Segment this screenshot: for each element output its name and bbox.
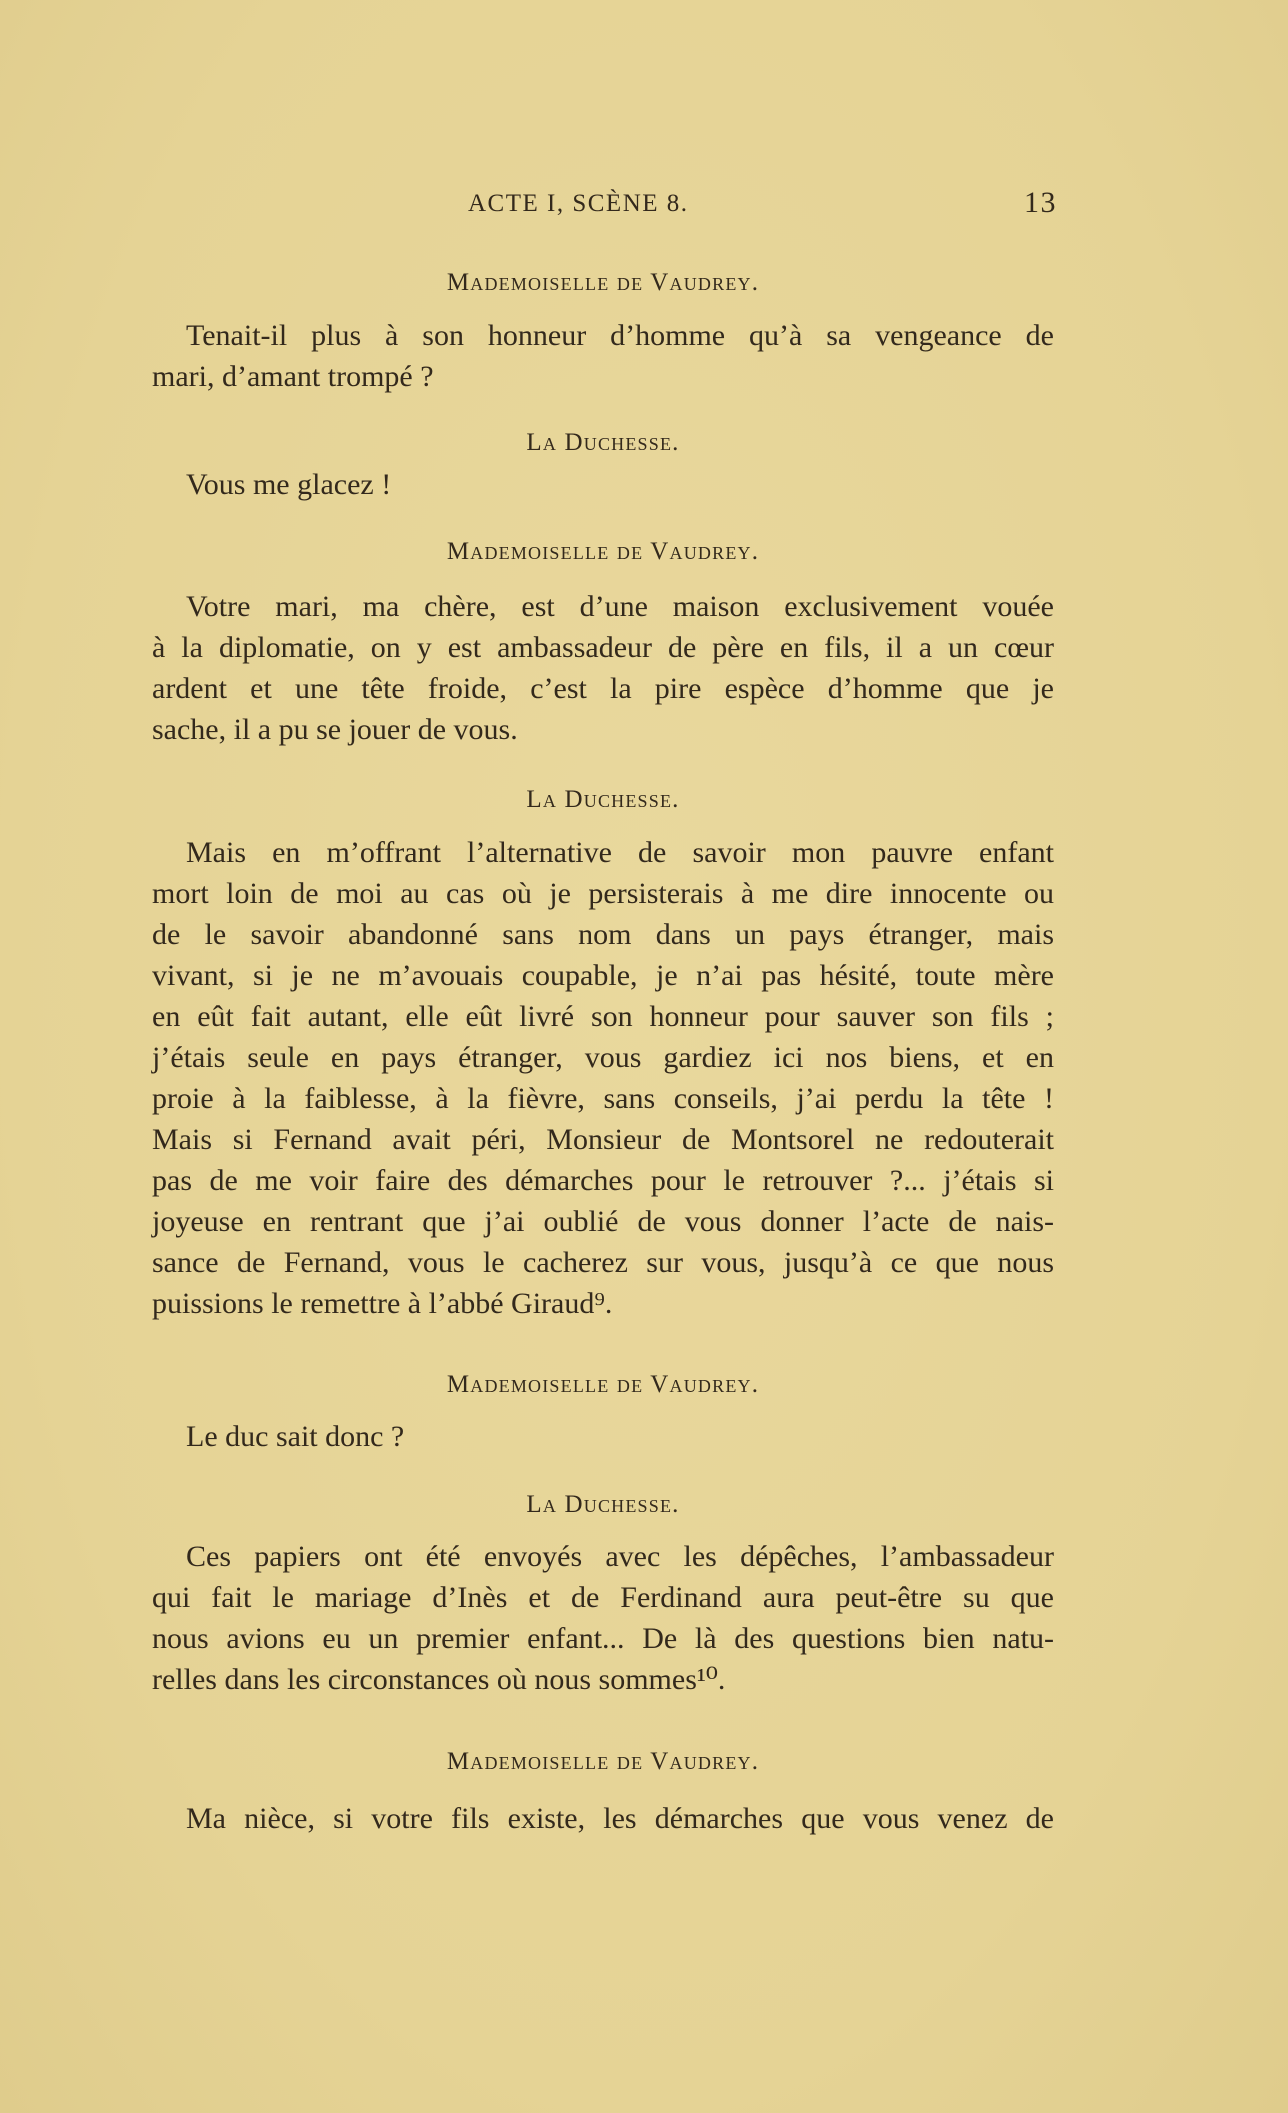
- text-line: Mais en m’offrant l’alternative de savoir mon pauvre enfant: [186, 836, 1054, 869]
- text-line: Tenait-il plus à son honneur d’homme qu’à sa vengeance de: [186, 319, 1054, 352]
- dialogue-paragraph: [152, 464, 1054, 505]
- speaker-name: Mademoiselle de Vaudrey.: [446, 1371, 760, 1398]
- dialogue-paragraph: [152, 832, 1054, 1324]
- text-line: Ces papiers ont été envoyés avec les dépêches, l’ambassadeur: [186, 1540, 1054, 1573]
- text-line: j’étais seule en pays étranger, vous gardiez ici nos biens, et en: [152, 1041, 1054, 1074]
- text-line: qui fait le mariage d’Inès et de Ferdinand aura peut-être su que: [152, 1581, 1054, 1614]
- dialogue-paragraph: [152, 1798, 1054, 1839]
- text-line: vivant, si je ne m’avouais coupable, je n’ai pas hésité, toute mère: [152, 959, 1054, 992]
- dialogue-paragraph: [152, 1536, 1054, 1700]
- speaker-name: La Duchesse.: [526, 1491, 680, 1518]
- text-line: nous avions eu un premier enfant... De là des questions bien natu-: [152, 1622, 1054, 1655]
- text-line: Votre mari, ma chère, est d’une maison exclusivement vouée: [186, 590, 1054, 623]
- text-line: Le duc sait donc ?: [186, 1420, 405, 1453]
- text-line: Mais si Fernand avait péri, Monsieur de Montsorel ne redouterait: [152, 1123, 1054, 1156]
- dialogue-paragraph: [152, 586, 1054, 750]
- running-head: ACTE I, SCÈNE 8.: [468, 190, 689, 217]
- text-line: Vous me glacez !: [186, 468, 392, 501]
- speaker-name: Mademoiselle de Vaudrey.: [446, 1748, 760, 1775]
- text-line: pas de me voir faire des démarches pour le retrouver ?... j’étais si: [152, 1164, 1054, 1197]
- text-line: joyeuse en rentrant que j’ai oublié de vous donner l’acte de nais-: [152, 1205, 1054, 1238]
- dialogue-paragraph: [152, 315, 1054, 397]
- text-line: sache, il a pu se jouer de vous.: [152, 713, 518, 746]
- speaker-name: Mademoiselle de Vaudrey.: [446, 538, 760, 565]
- text-line: sance de Fernand, vous le cacherez sur vous, jusqu’à ce que nous: [152, 1246, 1054, 1279]
- text-line: ardent et une tête froide, c’est la pire espèce d’homme que je: [152, 672, 1054, 705]
- dialogue-paragraph: [152, 1416, 1054, 1457]
- speaker-name: Mademoiselle de Vaudrey.: [446, 269, 760, 296]
- text-line: mort loin de moi au cas où je persisterais à me dire innocente ou: [152, 877, 1054, 910]
- speaker-name: La Duchesse.: [526, 786, 680, 813]
- text-line: mari, d’amant trompé ?: [152, 360, 434, 393]
- text-line: Ma nièce, si votre fils existe, les démarches que vous venez de: [186, 1802, 1054, 1835]
- text-line: relles dans les circonstances où nous sommes¹⁰.: [152, 1663, 726, 1696]
- page-number: 13: [1024, 186, 1057, 219]
- text-line: à la diplomatie, on y est ambassadeur de père en fils, il a un cœur: [152, 631, 1054, 664]
- text-line: en eût fait autant, elle eût livré son honneur pour sauver son fils ;: [152, 1000, 1054, 1033]
- text-line: puissions le remettre à l’abbé Giraud⁹.: [152, 1287, 613, 1320]
- speaker-name: La Duchesse.: [526, 429, 680, 456]
- text-line: proie à la faiblesse, à la fièvre, sans conseils, j’ai perdu la tête !: [152, 1082, 1054, 1115]
- text-line: de le savoir abandonné sans nom dans un pays étranger, mais: [152, 918, 1054, 951]
